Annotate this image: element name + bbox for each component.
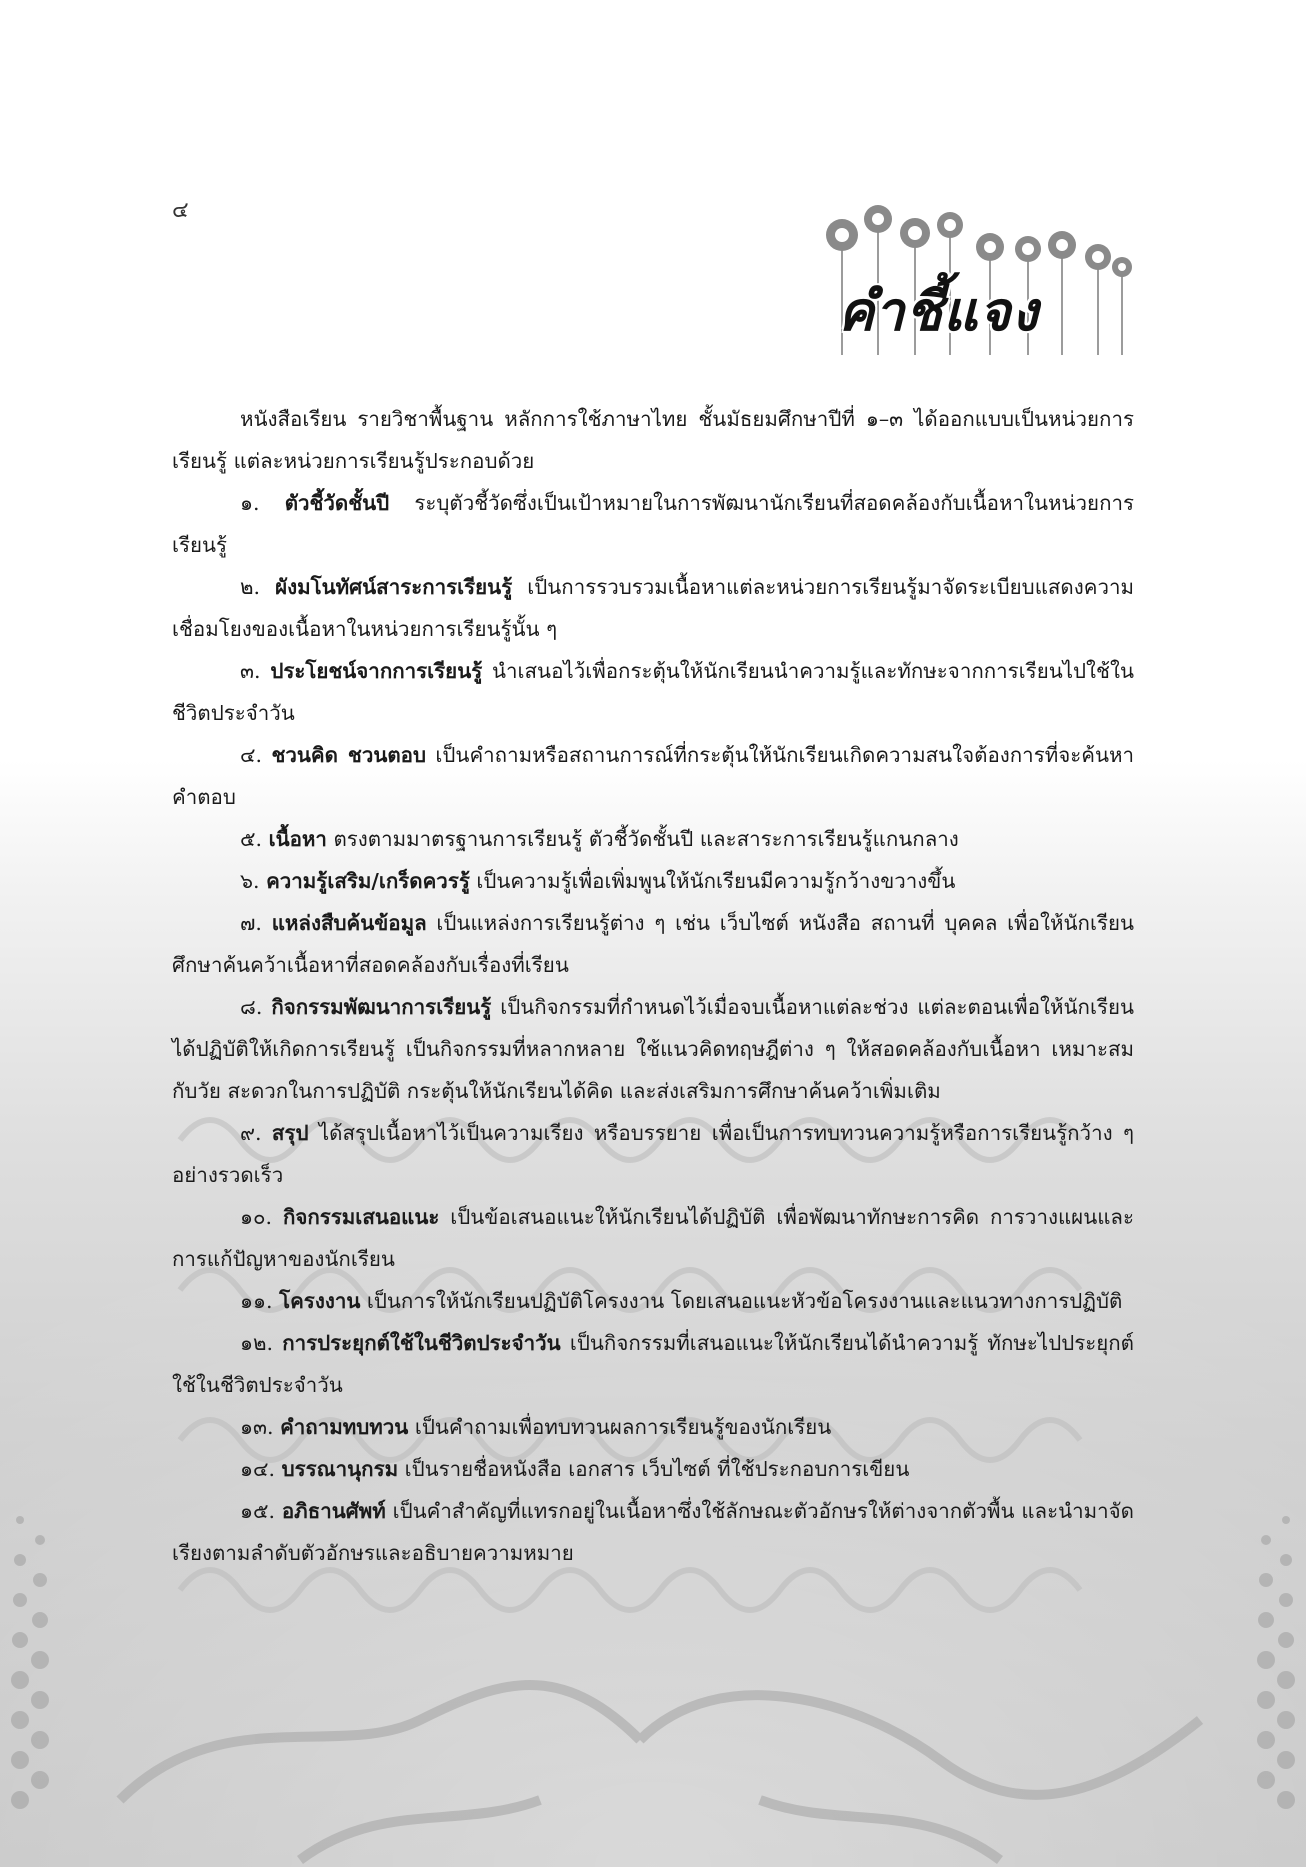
item-description: เป็นการให้นักเรียนปฏิบัติโครงงาน โดยเสนอแนะหัวข้อโครงงานและแนวทางการปฏิบัติ (360, 1289, 1123, 1313)
item-number: ๑๑. (240, 1289, 273, 1313)
item-description: เป็นกิจกรรมที่กำหนดไว้เมื่อจบเนื้อหาแต่ละช่วง แต่ละตอนเพื่อให้นักเรียนได้ปฏิบัติให้เกิดการเรียนรู้ เป็นกิจกรรมที่หลากหลาย ใช้แนวคิดทฤษฎีต่าง ๆ ให้สอดคล้องกับเนื้อหา เหมาะสมกับวัย สะดวกในการปฏิบัติ กระตุ้นให้นักเรียนได้คิด และส่งเสริมการศึกษาค้นคว้าเพิ่มเติม (172, 995, 1134, 1103)
item-description: ระบุตัวชี้วัดซึ่งเป็นเป้าหมายในการพัฒนานักเรียนที่สอดคล้องกับเนื้อหาในหน่วยการเรียนรู้ (172, 491, 1134, 557)
item-number: ๑๔. (240, 1457, 276, 1481)
list-item (172, 1322, 1134, 1406)
list-item (172, 1196, 1134, 1280)
item-term: การประยุกต์ใช้ในชีวิตประจำวัน (282, 1331, 561, 1355)
item-term: ผังมโนทัศน์สาระการเรียนรู้ (275, 575, 513, 599)
item-description: เป็นกิจกรรมที่เสนอแนะให้นักเรียนได้นำความรู้ ทักษะไปประยุกต์ใช้ในชีวิตประจำวัน (172, 1331, 1134, 1397)
item-term: แหล่งสืบค้นข้อมูล (271, 911, 427, 935)
item-description: เป็นคำสำคัญที่แทรกอยู่ในเนื้อหาซึ่งใช้ลักษณะตัวอักษรให้ต่างจากตัวพื้น และนำมาจัดเรียงตามลำดับตัวอักษรและอธิบายความหมาย (172, 1499, 1134, 1565)
item-number: ๑๕. (240, 1499, 276, 1523)
item-number: ๔. (240, 743, 263, 767)
list-item (172, 482, 1134, 566)
list-item (172, 902, 1134, 986)
item-description: เป็นคำถามเพื่อทบทวนผลการเรียนรู้ของนักเรียน (408, 1415, 832, 1439)
item-term: สรุป (271, 1121, 309, 1145)
item-number: ๑๐. (240, 1205, 273, 1229)
item-term: บรรณานุกรม (281, 1457, 399, 1481)
item-description: เป็นการรวบรวมเนื้อหาแต่ละหน่วยการเรียนรู้มาจัดระเบียบแสดงความเชื่อมโยงของเนื้อหาในหน่วยการเรียนรู้นั้น ๆ (172, 575, 1134, 641)
list-item (172, 734, 1134, 818)
document-body (172, 398, 1134, 1574)
item-number: ๕. (240, 827, 263, 851)
item-number: ๘. (240, 995, 263, 1019)
item-term: อภิธานศัพท์ (281, 1499, 386, 1523)
list-item (172, 1448, 1134, 1490)
item-term: ประโยชน์จากการเรียนรู้ (270, 659, 483, 683)
list-item (172, 1490, 1134, 1574)
item-description: เป็นคำถามหรือสถานการณ์ที่กระตุ้นให้นักเรียนเกิดความสนใจต้องการที่จะค้นหาคำตอบ (172, 743, 1134, 809)
item-number: ๗. (240, 911, 262, 935)
list-item (172, 986, 1134, 1112)
list-item (172, 860, 1134, 902)
item-term: ความรู้เสริม/เกร็ดควรรู้ (266, 869, 470, 893)
item-term: เนื้อหา (268, 827, 327, 851)
item-term: กิจกรรมเสนอแนะ (282, 1205, 440, 1229)
list-item (172, 818, 1134, 860)
item-description: ได้สรุปเนื้อหาไว้เป็นความเรียง หรือบรรยาย เพื่อเป็นการทบทวนความรู้หรือการเรียนรู้กว้าง ๆ อย่างรวดเร็ว (172, 1121, 1134, 1187)
list-item (172, 650, 1134, 734)
item-term: ชวนคิด ชวนตอบ (271, 743, 427, 767)
item-description: เป็นความรู้เพื่อเพิ่มพูนให้นักเรียนมีความรู้กว้างขวางขึ้น (469, 869, 956, 893)
list-item (172, 1406, 1134, 1448)
list-item (172, 566, 1134, 650)
item-number: ๓. (240, 659, 261, 683)
item-number: ๒. (240, 575, 261, 599)
item-description: เป็นข้อเสนอแนะให้นักเรียนได้ปฏิบัติ เพื่อพัฒนาทักษะการคิด การวางแผนและการแก้ปัญหาของนักเรียน (172, 1205, 1134, 1271)
list-item (172, 1112, 1134, 1196)
item-number: ๑๓. (240, 1415, 274, 1439)
list-item (172, 1280, 1134, 1322)
item-number: ๖. (240, 869, 260, 893)
item-description: นำเสนอไว้เพื่อกระตุ้นให้นักเรียนนำความรู้และทักษะจากการเรียนไปใช้ในชีวิตประจำวัน (172, 659, 1134, 725)
item-term: กิจกรรมพัฒนาการเรียนรู้ (271, 995, 492, 1019)
item-term: โครงงาน (279, 1289, 361, 1313)
item-term: ตัวชี้วัดชั้นปี (284, 491, 390, 515)
item-description: เป็นแหล่งการเรียนรู้ต่าง ๆ เช่น เว็บไซต์ หนังสือ สถานที่ บุคคล เพื่อให้นักเรียนศึกษาค้นคว้าเนื้อหาที่สอดคล้องกับเรื่องที่เรียน (172, 911, 1134, 977)
item-number: ๙. (240, 1121, 262, 1145)
item-term: คำถามทบทวน (280, 1415, 409, 1439)
page-title: คำชี้แจง (838, 280, 1039, 343)
item-list (172, 482, 1134, 1574)
page-number: ๔ (172, 198, 189, 223)
intro-paragraph: หนังสือเรียน รายวิชาพื้นฐาน หลักการใช้ภาษาไทย ชั้นมัธยมศึกษาปีที่ ๑–๓ ได้ออกแบบเป็นหน่วยการเรียนรู้ แต่ละหน่วยการเรียนรู้ประกอบด้วย (172, 407, 1134, 473)
item-number: ๑. (240, 491, 260, 515)
item-description: ตรงตามมาตรฐานการเรียนรู้ ตัวชี้วัดชั้นปี และสาระการเรียนรู้แกนกลาง (326, 827, 959, 851)
item-number: ๑๒. (240, 1331, 274, 1355)
item-description: เป็นรายชื่อหนังสือ เอกสาร เว็บไซต์ ที่ใช้ประกอบการเขียน (398, 1457, 910, 1481)
